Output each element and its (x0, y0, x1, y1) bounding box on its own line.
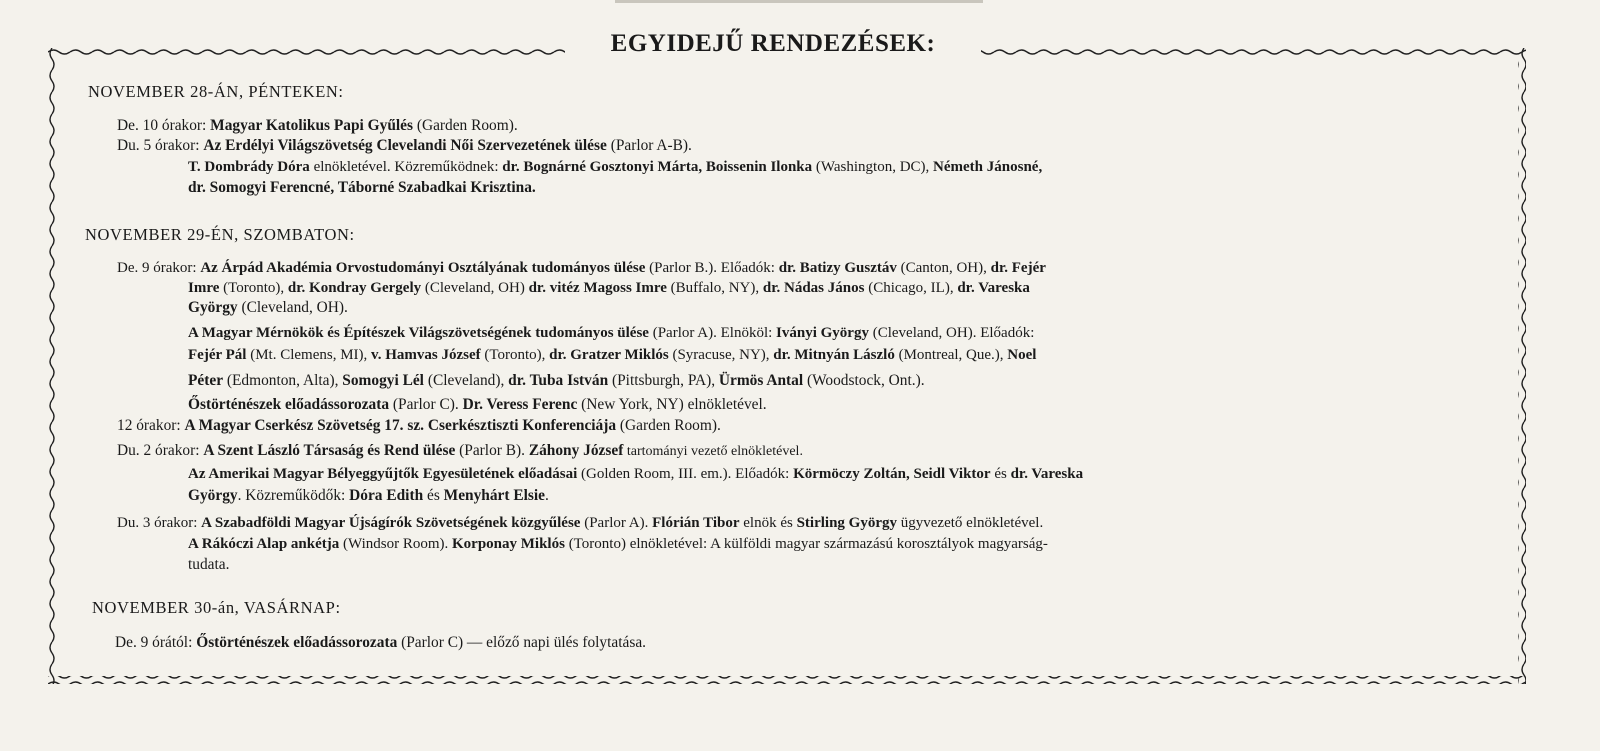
schedule-line: A Rákóczi Alap ankétja (Windsor Room). Korponay Miklós (Toronto) elnökletével: A külföldi magyar származású korosztályok magyarság- (188, 536, 1048, 552)
schedule-line: De. 10 órakor: Magyar Katolikus Papi Gyűlés (Garden Room). (117, 117, 518, 134)
schedule-line: dr. Somogyi Ferencné, Táborné Szabadkai Krisztina. (188, 179, 536, 196)
section-heading-nov30: NOVEMBER 30-án, VASÁRNAP: (92, 598, 341, 617)
schedule-line: Imre (Toronto), dr. Kondray Gergely (Cleveland, OH) dr. vitéz Magoss Imre (Buffalo, NY), dr. Nádas János (Chicago, IL), dr. Vareska (188, 280, 1030, 296)
schedule-line: De. 9 órakor: Az Árpád Akadémia Orvostudományi Osztályának tudományos ülése (Parlor B.). Előadók: dr. Batizy Gusztáv (Canton, OH), dr. Fejér (117, 260, 1046, 276)
section-heading-nov28: NOVEMBER 28-ÁN, PÉNTEKEN: (88, 82, 344, 101)
page-title: EGYIDEJŰ RENDEZÉSEK: (565, 30, 981, 58)
section-heading-nov29: NOVEMBER 29-ÉN, SZOMBATON: (85, 225, 355, 244)
schedule-line: T. Dombrády Dóra elnökletével. Közreműködnek: dr. Bognárné Gosztonyi Márta, Boissenin Ilonka (Washington, DC), Németh Jánosné, (188, 159, 1043, 175)
schedule-line: A Magyar Mérnökök és Építészek Világszövetségének tudományos ülése (Parlor A). Elnököl: Iványi György (Cleveland, OH). Előadók: (188, 325, 1035, 341)
schedule-line: De. 9 órától: Őstörténészek előadássorozata (Parlor C) — előző napi ülés folytatása. (115, 634, 647, 651)
schedule-line: Az Amerikai Magyar Bélyeggyűjtők Egyesületének előadásai (Golden Room, III. em.). Előadók: Körmöczy Zoltán, Seidl Viktor és dr. Vareska (188, 466, 1084, 482)
schedule-line: Fejér Pál (Mt. Clemens, MI), v. Hamvas József (Toronto), dr. Gratzer Miklós (Syracuse, NY), dr. Mitnyán László (Montreal, Que.), Noel (188, 347, 1037, 363)
schedule-line: Du. 5 órakor: Az Erdélyi Világszövetség Clevelandi Női Szervezetének ülése (Parlor A-B). (117, 137, 692, 154)
schedule-line: Péter (Edmonton, Alta), Somogyi Lél (Cleveland), dr. Tuba István (Pittsburgh, PA), Ürmös Antal (Woodstock, Ont.). (188, 372, 925, 389)
schedule-line: György (Cleveland, OH). (188, 299, 348, 316)
schedule-line: Du. 3 órakor: A Szabadföldi Magyar Újságírók Szövetségének közgyűlése (Parlor A). Flórián Tibor elnök és Stirling György ügyvezető elnökletével. (117, 515, 1044, 531)
schedule-line: Du. 2 órakor: A Szent László Társaság és Rend ülése (Parlor B). Záhony József tartományi vezető elnökletével. (117, 442, 803, 459)
schedule-line: 12 órakor: A Magyar Cserkész Szövetség 17. sz. Cserkésztiszti Konferenciája (Garden Room). (117, 417, 721, 434)
schedule-line: tudata. (188, 556, 230, 573)
schedule-line: Őstörténészek előadássorozata (Parlor C). Dr. Veress Ferenc (New York, NY) elnökletével. (188, 396, 767, 413)
schedule-line: György. Közreműködők: Dóra Edith és Menyhárt Elsie. (188, 487, 549, 504)
